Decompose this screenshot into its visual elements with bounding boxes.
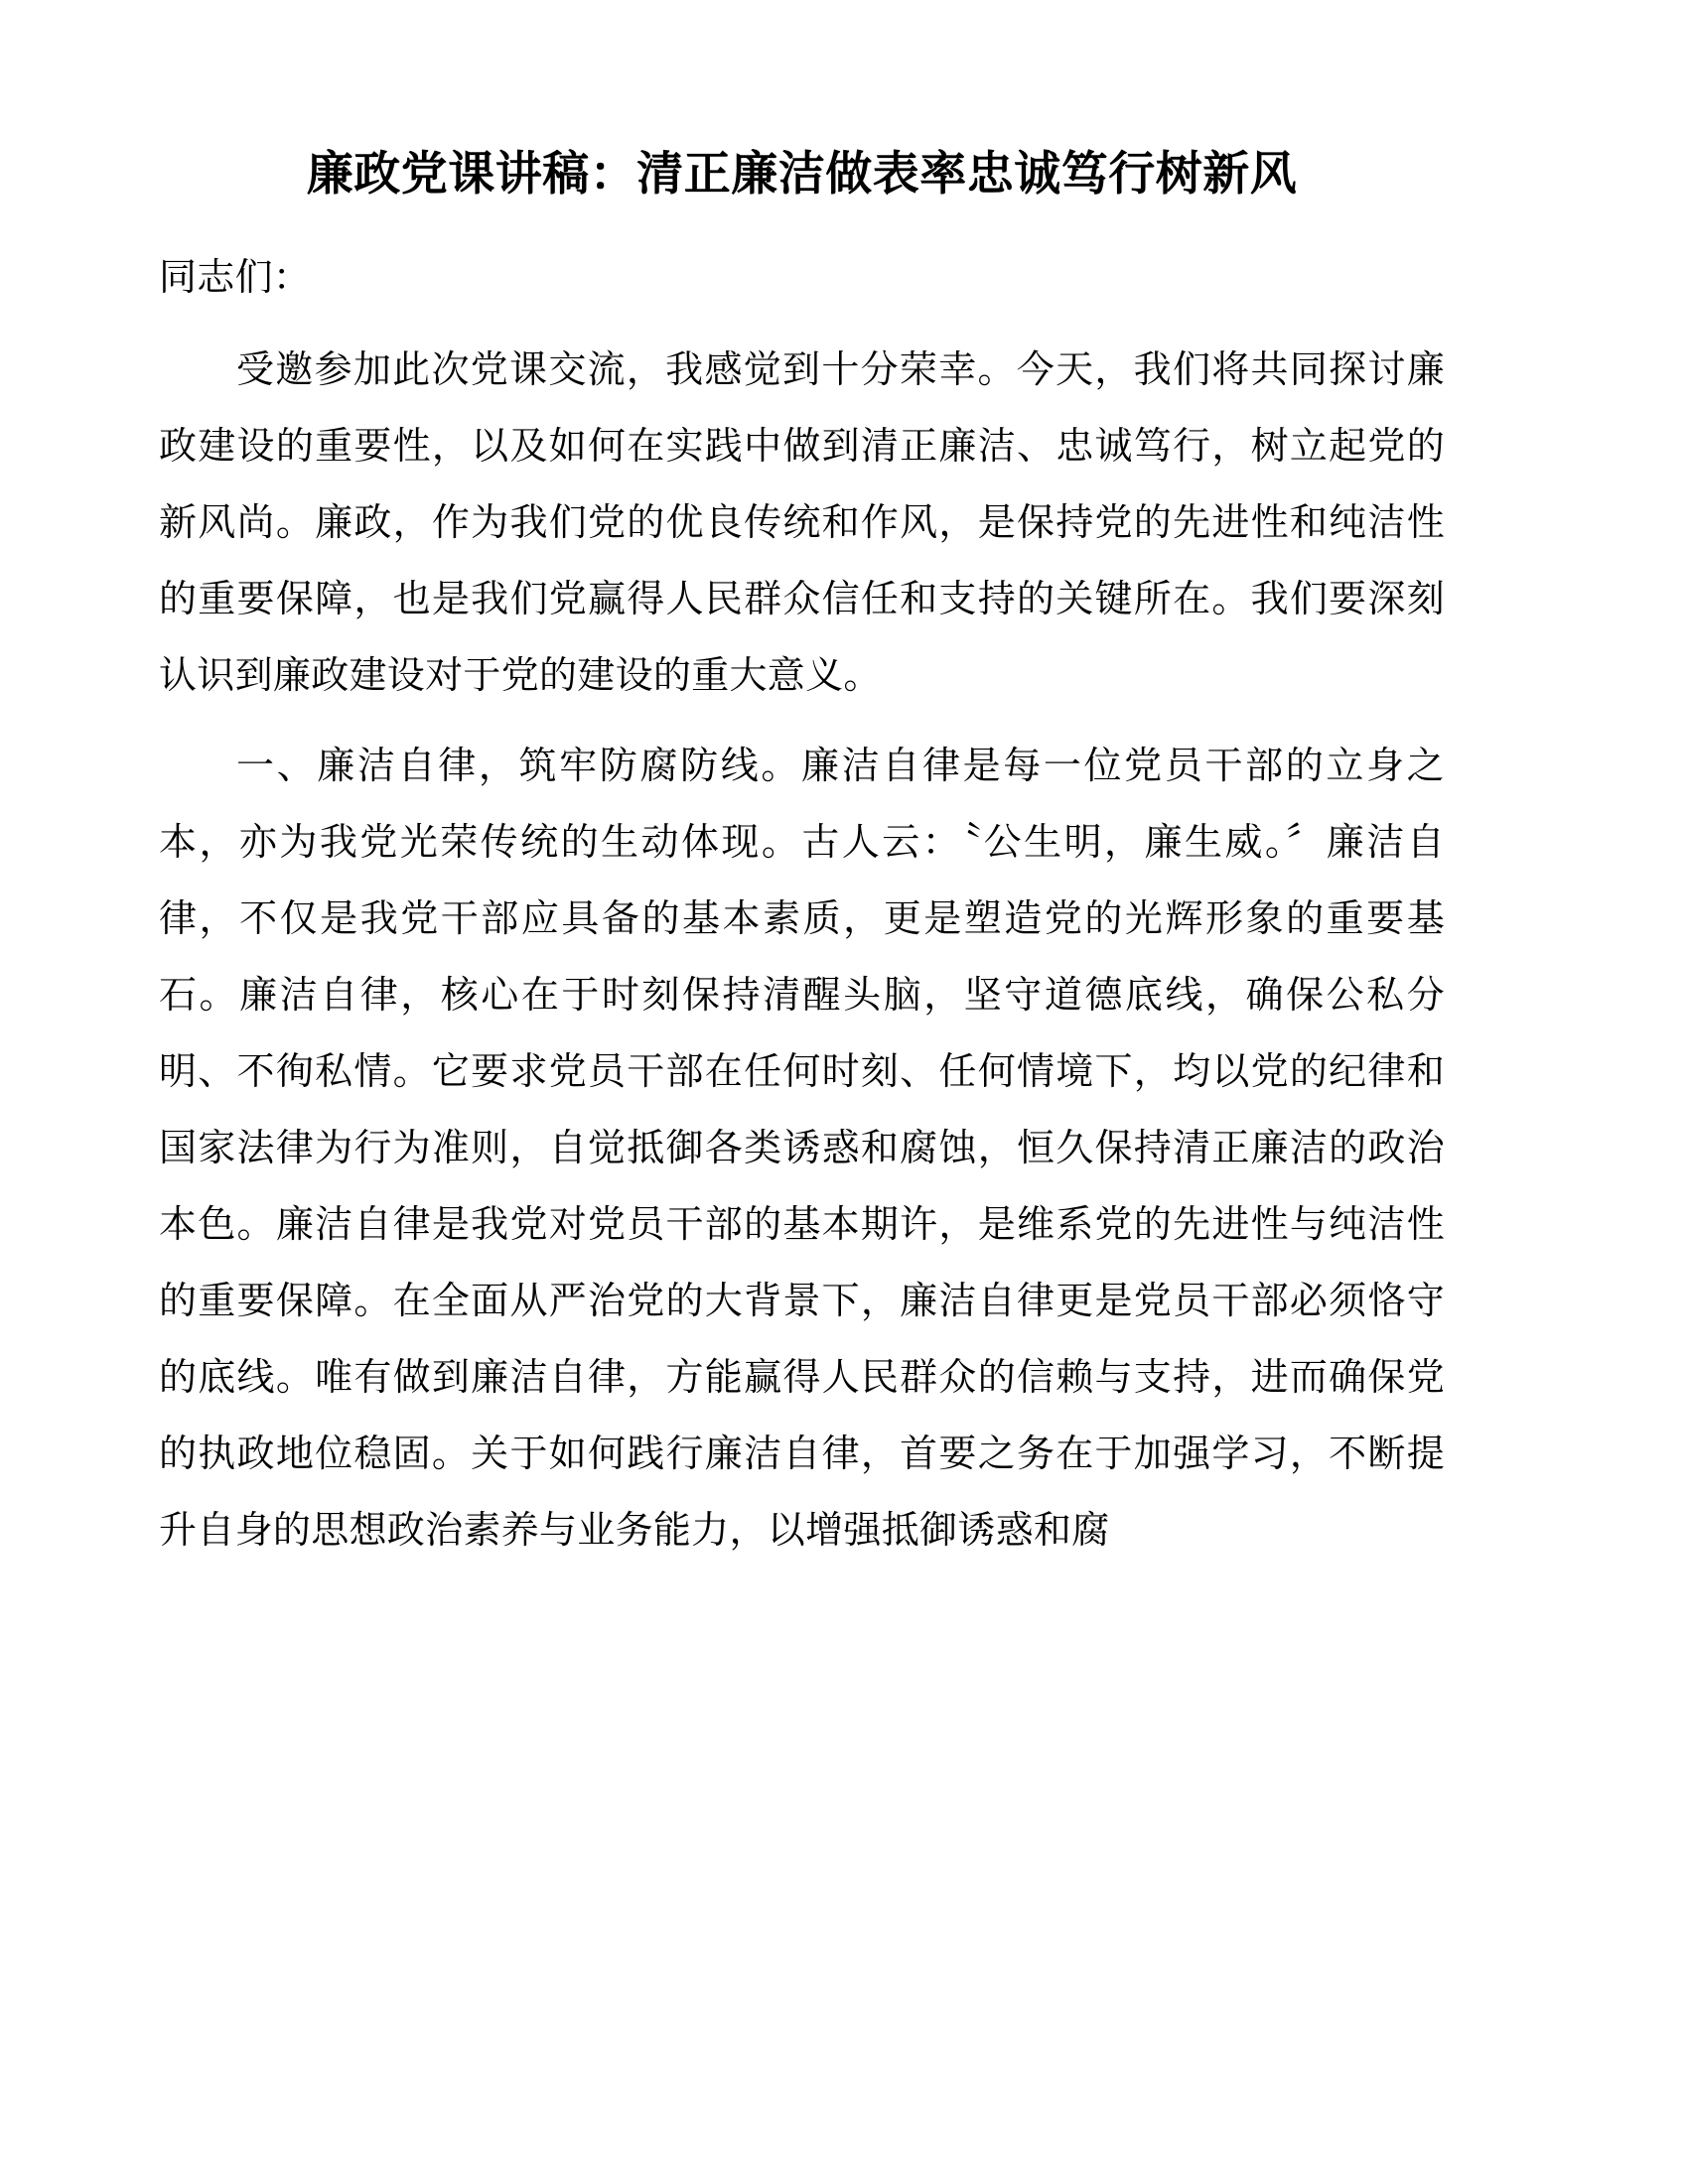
document-content: [159, 0, 1445, 1570]
paragraph-intro: 受邀参加此次党课交流，我感觉到十分荣幸。今天，我们将共同探讨廉政建设的重要性，以及如何在实践中做到清正廉洁、忠诚笃行，树立起党的新风尚。廉政，作为我们党的优良传统和作风，是保持党的先进性和纯洁性的重要保障，也是我们党赢得人民群众信任和支持的关键所在。我们要深刻认识到廉政建设对于党的建设的重大意义。: [159, 349, 1445, 697]
paragraph-section-one: 一、廉洁自律，筑牢防腐防线。廉洁自律是每一位党员干部的立身之本，亦为我党光荣传统的生动体现。古人云：〝公生明，廉生威。〞廉洁自律，不仅是我党干部应具备的基本素质，更是塑造党的光辉形象的重要基石。廉洁自律，核心在于时刻保持清醒头脑，坚守道德底线，确保公私分明、不徇私情。它要求党员干部在任何时刻、任何情境下，均以党的纪律和国家法律为行为准则，自觉抵御各类诱惑和腐蚀，恒久保持清正廉洁的政治本色。廉洁自律是我党对党员干部的基本期许，是维系党的先进性与纯洁性的重要保障。在全面从严治党的大背景下，廉洁自律更是党员干部必须恪守的底线。唯有做到廉洁自律，方能赢得人民群众的信赖与支持，进而确保党的执政地位稳固。关于如何践行廉洁自律，首要之务在于加强学习，不断提升自身的思想政治素养与业务能力，以增强抵御诱惑和腐: [159, 746, 1445, 1552]
page-title: 廉政党课讲稿：清正廉洁做表率忠诚笃行树新风: [306, 147, 1298, 200]
salutation: 同志们：: [159, 257, 312, 299]
